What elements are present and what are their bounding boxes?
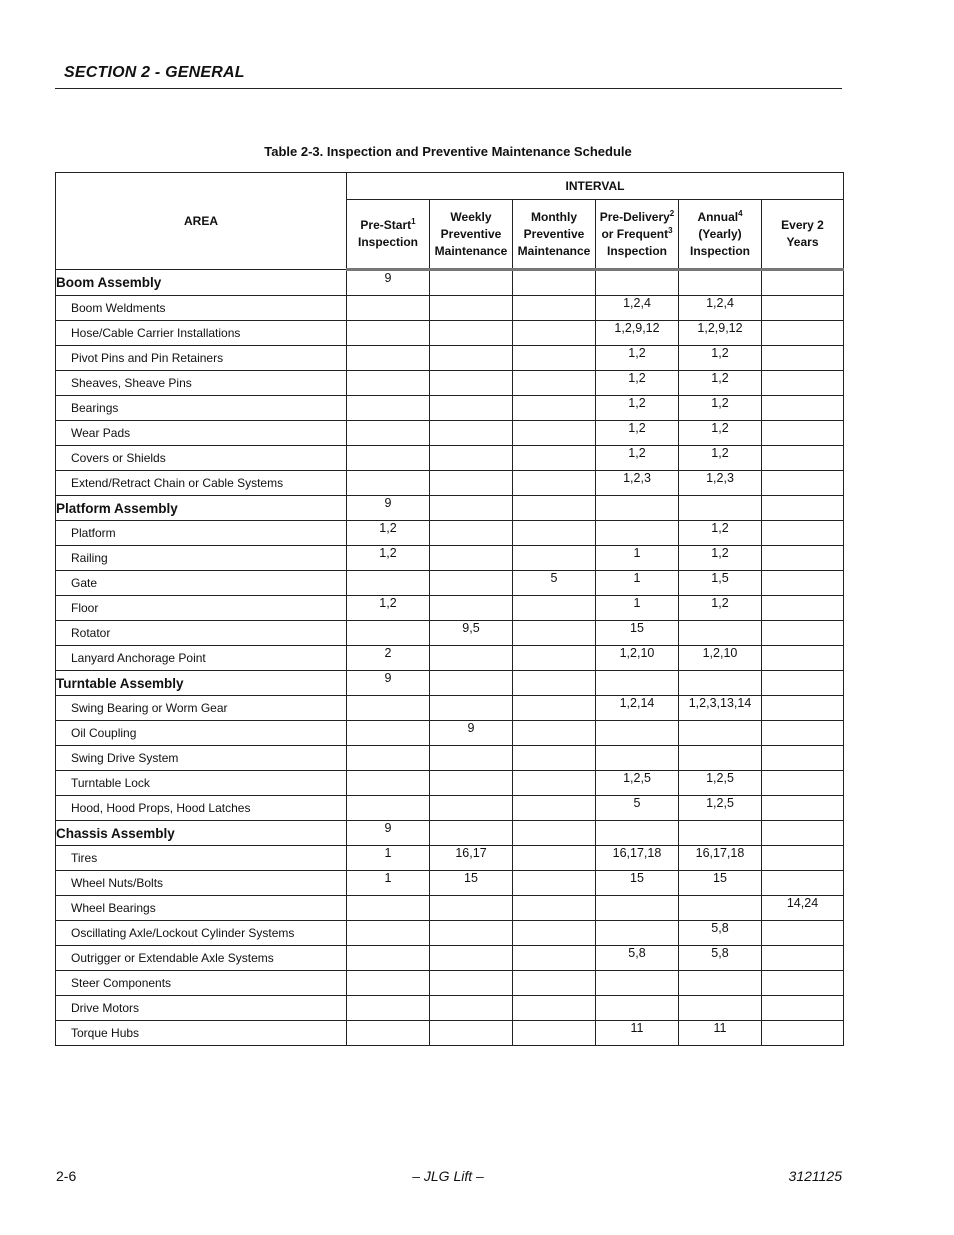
group-row <box>56 270 844 296</box>
area-cell: Lanyard Anchorage Point <box>56 646 347 671</box>
interval-cell: 1,2 <box>679 371 762 396</box>
interval-cell: 1,2,5 <box>679 771 762 796</box>
area-cell: Turntable Lock <box>56 771 347 796</box>
table-row <box>56 396 844 421</box>
interval-cell <box>347 421 430 446</box>
interval-cell <box>513 721 596 746</box>
document-number: 3121125 <box>788 1168 842 1184</box>
page-number: 2-6 <box>56 1168 77 1184</box>
interval-cell <box>430 771 513 796</box>
table-row <box>56 796 844 821</box>
interval-cell <box>762 921 844 946</box>
table-row <box>56 321 844 346</box>
column-header-every-2-years: Every 2 Years <box>762 200 844 270</box>
interval-cell <box>430 746 513 771</box>
interval-cell: 5,8 <box>679 921 762 946</box>
interval-cell <box>596 521 679 546</box>
area-cell: Boom Weldments <box>56 296 347 321</box>
interval-cell <box>679 971 762 996</box>
area-cell: Hood, Hood Props, Hood Latches <box>56 796 347 821</box>
interval-cell <box>596 671 679 696</box>
interval-cell: 1,2 <box>596 346 679 371</box>
interval-cell: 1,2,3,13,14 <box>679 696 762 721</box>
interval-cell: 2 <box>347 646 430 671</box>
interval-cell <box>430 971 513 996</box>
area-cell: Gate <box>56 571 347 596</box>
table-row <box>56 1021 844 1046</box>
interval-cell <box>513 846 596 871</box>
area-cell: Railing <box>56 546 347 571</box>
interval-cell: 15 <box>596 871 679 896</box>
interval-cell <box>762 621 844 646</box>
interval-cell <box>513 946 596 971</box>
interval-cell <box>513 1021 596 1046</box>
table-row <box>56 571 844 596</box>
interval-cell: 1,2 <box>596 421 679 446</box>
interval-cell <box>596 270 679 296</box>
interval-cell <box>430 346 513 371</box>
interval-cell: 9 <box>430 721 513 746</box>
column-header-monthly: Monthly Preventive Maintenance <box>513 200 596 270</box>
interval-cell <box>430 446 513 471</box>
interval-cell: 1,2 <box>347 596 430 621</box>
table-row <box>56 471 844 496</box>
interval-cell <box>347 696 430 721</box>
interval-cell <box>347 771 430 796</box>
interval-cell <box>679 621 762 646</box>
interval-cell: 1,2 <box>679 596 762 621</box>
interval-cell <box>513 771 596 796</box>
interval-cell <box>596 996 679 1021</box>
interval-cell: 1,2,9,12 <box>679 321 762 346</box>
area-cell: Bearings <box>56 396 347 421</box>
area-cell: Covers or Shields <box>56 446 347 471</box>
interval-cell: 9 <box>347 671 430 696</box>
interval-cell <box>762 296 844 321</box>
interval-cell: 1,2,10 <box>596 646 679 671</box>
interval-cell <box>762 846 844 871</box>
area-cell: Steer Components <box>56 971 347 996</box>
table-row <box>56 446 844 471</box>
schedule-body <box>56 270 844 1046</box>
interval-cell <box>347 396 430 421</box>
interval-cell <box>347 746 430 771</box>
area-cell: Tires <box>56 846 347 871</box>
table-row <box>56 346 844 371</box>
interval-cell <box>513 696 596 721</box>
interval-cell <box>762 696 844 721</box>
interval-cell <box>513 346 596 371</box>
area-cell: Wheel Nuts/Bolts <box>56 871 347 896</box>
interval-cell: 5,8 <box>596 946 679 971</box>
interval-cell: 1 <box>347 846 430 871</box>
interval-cell <box>596 821 679 846</box>
interval-cell <box>513 671 596 696</box>
interval-header: INTERVAL <box>347 173 844 200</box>
table-row <box>56 546 844 571</box>
area-cell: Hose/Cable Carrier Installations <box>56 321 347 346</box>
interval-cell <box>513 446 596 471</box>
interval-cell <box>596 496 679 521</box>
interval-cell: 1,2 <box>596 371 679 396</box>
interval-cell <box>679 821 762 846</box>
interval-cell <box>430 496 513 521</box>
interval-cell: 1,2 <box>679 396 762 421</box>
table-row <box>56 371 844 396</box>
interval-cell: 9,5 <box>430 621 513 646</box>
interval-cell <box>347 721 430 746</box>
interval-cell: 1,2,5 <box>679 796 762 821</box>
interval-cell: 1 <box>596 596 679 621</box>
interval-cell <box>679 721 762 746</box>
interval-cell <box>347 621 430 646</box>
interval-cell <box>430 646 513 671</box>
interval-cell <box>430 521 513 546</box>
interval-cell <box>513 321 596 346</box>
interval-cell <box>762 270 844 296</box>
area-cell: Oil Coupling <box>56 721 347 746</box>
interval-cell: 11 <box>596 1021 679 1046</box>
interval-cell: 11 <box>679 1021 762 1046</box>
interval-cell: 1,2,4 <box>596 296 679 321</box>
area-cell: Outrigger or Extendable Axle Systems <box>56 946 347 971</box>
column-header-pre-start: Pre-Start$^1$ Inspection <box>347 200 430 270</box>
interval-cell <box>596 896 679 921</box>
table-row <box>56 721 844 746</box>
table-row <box>56 696 844 721</box>
interval-cell: 1,2 <box>347 546 430 571</box>
interval-cell: 15 <box>596 621 679 646</box>
interval-cell: 1,2,3 <box>679 471 762 496</box>
area-cell: Platform Assembly <box>56 496 347 521</box>
interval-cell <box>513 471 596 496</box>
interval-cell: 14,24 <box>762 896 844 921</box>
interval-cell: 5 <box>513 571 596 596</box>
interval-cell <box>513 996 596 1021</box>
column-header-pre-delivery: Pre-Delivery$^2$ or Frequent$^3$ Inspection <box>596 200 679 270</box>
interval-cell: 5 <box>596 796 679 821</box>
interval-cell: 1,2 <box>679 521 762 546</box>
interval-cell <box>513 871 596 896</box>
interval-cell <box>347 471 430 496</box>
interval-cell <box>430 571 513 596</box>
interval-cell <box>347 446 430 471</box>
interval-cell <box>762 871 844 896</box>
interval-cell <box>679 746 762 771</box>
interval-cell <box>513 621 596 646</box>
table-row <box>56 421 844 446</box>
interval-cell <box>430 921 513 946</box>
interval-cell <box>513 596 596 621</box>
table-row <box>56 896 844 921</box>
interval-cell <box>513 521 596 546</box>
interval-cell <box>513 396 596 421</box>
interval-cell <box>762 321 844 346</box>
interval-cell <box>430 321 513 346</box>
interval-cell <box>513 896 596 921</box>
header-rule <box>55 88 842 89</box>
interval-cell <box>596 921 679 946</box>
interval-cell <box>513 421 596 446</box>
interval-cell <box>762 571 844 596</box>
interval-cell <box>762 646 844 671</box>
interval-cell: 1,2 <box>596 446 679 471</box>
interval-cell <box>762 446 844 471</box>
interval-cell: 9 <box>347 496 430 521</box>
interval-cell: 1,2 <box>679 346 762 371</box>
interval-cell <box>430 696 513 721</box>
interval-cell <box>430 296 513 321</box>
area-cell: Oscillating Axle/Lockout Cylinder Systems <box>56 921 347 946</box>
table-row <box>56 521 844 546</box>
interval-cell <box>762 971 844 996</box>
interval-cell <box>513 496 596 521</box>
interval-cell <box>762 421 844 446</box>
interval-cell <box>430 671 513 696</box>
interval-cell <box>762 671 844 696</box>
interval-cell: 5,8 <box>679 946 762 971</box>
area-cell: Extend/Retract Chain or Cable Systems <box>56 471 347 496</box>
interval-cell <box>679 496 762 521</box>
interval-cell <box>347 321 430 346</box>
interval-cell <box>762 371 844 396</box>
interval-cell <box>430 396 513 421</box>
area-cell: Turntable Assembly <box>56 671 347 696</box>
interval-cell: 1,2 <box>679 446 762 471</box>
interval-cell <box>596 721 679 746</box>
interval-cell: 1,2,5 <box>596 771 679 796</box>
interval-cell <box>513 971 596 996</box>
area-cell: Boom Assembly <box>56 270 347 296</box>
column-header-annual: Annual$^4$ (Yearly) Inspection <box>679 200 762 270</box>
area-cell: Platform <box>56 521 347 546</box>
area-cell: Wear Pads <box>56 421 347 446</box>
interval-cell: 1,2,10 <box>679 646 762 671</box>
area-cell: Wheel Bearings <box>56 896 347 921</box>
interval-cell <box>347 996 430 1021</box>
interval-cell: 9 <box>347 270 430 296</box>
interval-cell: 1,2,3 <box>596 471 679 496</box>
interval-cell <box>347 946 430 971</box>
area-cell: Rotator <box>56 621 347 646</box>
interval-cell <box>513 821 596 846</box>
table-row <box>56 296 844 321</box>
table-row <box>56 946 844 971</box>
interval-cell: 1,2 <box>679 546 762 571</box>
interval-cell <box>679 671 762 696</box>
interval-cell <box>762 721 844 746</box>
group-row <box>56 496 844 521</box>
interval-cell <box>430 946 513 971</box>
interval-cell <box>513 546 596 571</box>
interval-cell <box>347 296 430 321</box>
table-title: Table 2-3. Inspection and Preventive Maintenance Schedule <box>264 144 632 159</box>
interval-cell <box>762 471 844 496</box>
column-header-weekly: Weekly Preventive Maintenance <box>430 200 513 270</box>
area-cell: Sheaves, Sheave Pins <box>56 371 347 396</box>
interval-cell <box>679 270 762 296</box>
group-row <box>56 821 844 846</box>
interval-cell <box>347 971 430 996</box>
interval-cell <box>347 896 430 921</box>
area-column-header: AREA <box>56 173 347 270</box>
interval-cell <box>762 1021 844 1046</box>
interval-cell <box>430 596 513 621</box>
interval-cell: 1,5 <box>679 571 762 596</box>
interval-cell: 1,2,14 <box>596 696 679 721</box>
interval-cell <box>513 371 596 396</box>
section-header: SECTION 2 - GENERAL <box>64 64 245 81</box>
interval-cell <box>513 921 596 946</box>
interval-cell: 15 <box>679 871 762 896</box>
area-cell: Pivot Pins and Pin Retainers <box>56 346 347 371</box>
table-row <box>56 846 844 871</box>
interval-cell <box>596 971 679 996</box>
interval-cell <box>430 821 513 846</box>
interval-cell: 1 <box>596 571 679 596</box>
interval-cell: 15 <box>430 871 513 896</box>
area-cell: Swing Bearing or Worm Gear <box>56 696 347 721</box>
area-cell: Floor <box>56 596 347 621</box>
interval-cell <box>430 546 513 571</box>
interval-cell <box>513 270 596 296</box>
interval-cell <box>596 746 679 771</box>
table-row <box>56 921 844 946</box>
interval-cell <box>762 521 844 546</box>
interval-cell <box>430 371 513 396</box>
interval-cell <box>762 546 844 571</box>
table-row <box>56 596 844 621</box>
table-row <box>56 996 844 1021</box>
interval-cell <box>762 796 844 821</box>
group-row <box>56 671 844 696</box>
interval-cell <box>762 771 844 796</box>
interval-cell: 1,2 <box>679 421 762 446</box>
interval-cell <box>347 921 430 946</box>
area-cell: Swing Drive System <box>56 746 347 771</box>
interval-cell <box>762 346 844 371</box>
interval-cell: 1 <box>347 871 430 896</box>
interval-cell <box>513 796 596 821</box>
interval-cell <box>762 396 844 421</box>
interval-cell <box>430 270 513 296</box>
area-cell: Drive Motors <box>56 996 347 1021</box>
interval-cell: 16,17,18 <box>679 846 762 871</box>
interval-cell <box>430 471 513 496</box>
interval-cell <box>679 896 762 921</box>
table-row <box>56 971 844 996</box>
interval-cell <box>430 421 513 446</box>
table-row <box>56 871 844 896</box>
interval-cell <box>762 996 844 1021</box>
interval-cell <box>762 596 844 621</box>
table-row <box>56 621 844 646</box>
table-row <box>56 746 844 771</box>
interval-cell: 1,2,4 <box>679 296 762 321</box>
area-cell: Chassis Assembly <box>56 821 347 846</box>
interval-cell: 9 <box>347 821 430 846</box>
interval-cell: 1,2,9,12 <box>596 321 679 346</box>
interval-cell: 1 <box>596 546 679 571</box>
interval-cell <box>347 571 430 596</box>
maintenance-schedule-table <box>55 172 844 1046</box>
interval-cell <box>430 996 513 1021</box>
interval-cell <box>679 996 762 1021</box>
interval-cell <box>513 746 596 771</box>
interval-cell <box>347 1021 430 1046</box>
interval-cell <box>347 346 430 371</box>
interval-cell: 1,2 <box>596 396 679 421</box>
interval-cell <box>762 821 844 846</box>
interval-cell <box>762 496 844 521</box>
interval-cell: 16,17 <box>430 846 513 871</box>
interval-cell: 1,2 <box>347 521 430 546</box>
interval-cell: 16,17,18 <box>596 846 679 871</box>
interval-cell <box>347 796 430 821</box>
interval-cell <box>347 371 430 396</box>
footer-publisher: – JLG Lift – <box>412 1168 484 1184</box>
interval-cell <box>762 946 844 971</box>
interval-cell <box>513 646 596 671</box>
interval-cell <box>430 796 513 821</box>
interval-cell <box>430 1021 513 1046</box>
area-cell: Torque Hubs <box>56 1021 347 1046</box>
interval-cell <box>762 746 844 771</box>
interval-cell <box>430 896 513 921</box>
interval-cell <box>513 296 596 321</box>
table-row <box>56 646 844 671</box>
table-row <box>56 771 844 796</box>
